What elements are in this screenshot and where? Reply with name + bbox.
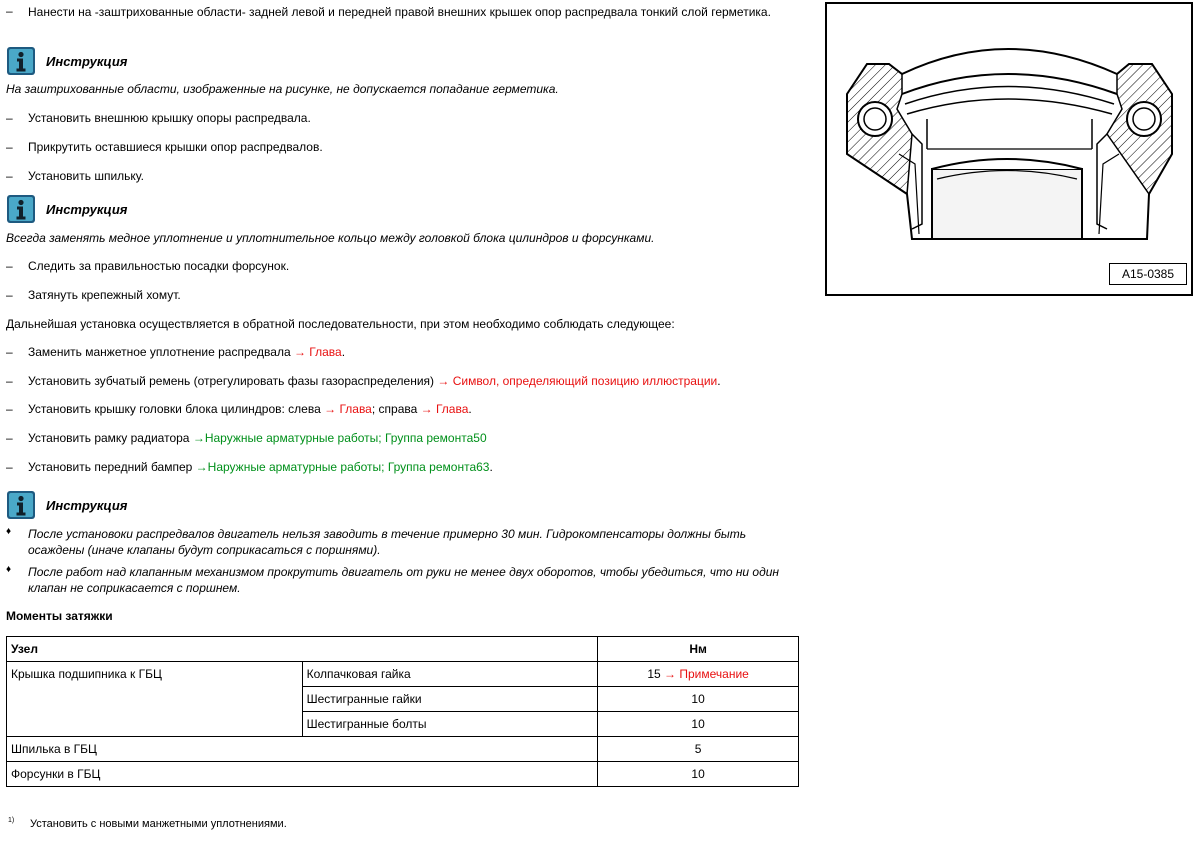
table-header-row [7,637,799,662]
bullet-text: После установоки распредвалов двигатель нельзя заводить в течение примерно 30 мин. Гидрокомпенсаторы должны быть осаждены (иначе клапаны будут соприкасаться с поршнями). [28,527,747,557]
dash: – [6,431,13,445]
step-text: Затянуть крепежный хомут. [28,288,181,302]
symbol-link[interactable]: → Символ, определяющий позицию иллюстрации [437,374,718,388]
step-text-main: Установить крышку головки блока цилиндров: слева [28,402,325,416]
dash: – [6,288,13,302]
step-tail: . [489,460,493,474]
dash: – [6,140,13,154]
torque-table [6,636,799,787]
step-text: Установить шпильку. [28,169,144,183]
bullet-icon: ♦ [6,564,12,575]
nm-cell: 10 [598,687,799,712]
dash: – [6,345,13,359]
dash: – [6,111,13,125]
chapter-link[interactable]: → Глава [293,345,342,359]
figure-label: A15-0385 [1109,263,1187,285]
step-text [28,402,472,416]
node-cell: Крышка подшипника к ГБЦ [7,662,303,737]
step-text [28,345,345,359]
note-link[interactable]: → Примечание [664,667,749,681]
note-title: Инструкция [46,54,128,69]
step-text: Следить за правильностью посадки форсунок. [28,259,290,273]
intro-text: Дальнейшая установка осуществляется в обратной последовательности, при этом необходимо соблюдать следующее: [6,317,675,331]
footnote-mark: 1) [8,817,15,824]
part-cell: Шестигранные гайки [302,687,598,712]
note-title: Инструкция [46,202,128,217]
col-node-header: Узел [7,637,598,662]
node-cell: Форсунки в ГБЦ [7,762,598,787]
dash: – [6,374,13,388]
bearing-cover-drawing [827,4,1191,254]
nm-cell: 10 [598,712,799,737]
chapter-link-right[interactable]: → Глава [420,402,469,416]
step-tail: . [341,345,346,359]
bullet-icon: ♦ [6,526,12,537]
table-row [7,762,799,787]
step-text-main: Заменить манжетное уплотнение распредвала [28,345,294,359]
dash: – [6,402,13,416]
nm-value: 15 [647,667,661,681]
part-cell: Колпачковая гайка [302,662,598,687]
part-cell: Шестигранные болты [302,712,598,737]
step-text [28,374,721,388]
step-text-main: Установить зубчатый ремень (отрегулировать фазы газораспределения) [28,374,438,388]
note-title: Инструкция [46,498,128,513]
torque-heading: Моменты затяжки [6,609,113,623]
col-nm-header: Нм [598,637,799,662]
dash: – [6,259,13,273]
table-row [7,662,799,687]
step-text: Прикрутить оставшиеся крышки опор распредвалов. [28,140,323,154]
nm-cell: 10 [598,762,799,787]
repair-group-link[interactable]: →Наружные арматурные работы; Группа ремонта50 [192,431,487,445]
chapter-link-left[interactable]: → Глава [324,402,372,416]
bullet-text: После работ над клапанным механизмом прокрутить двигатель от руки не менее двух оборотов, чтобы убедиться, что ни один клапан не соприкасается с поршнем. [28,565,780,595]
node-cell: Шпилька в ГБЦ [7,737,598,762]
step-mid: ; справа [371,402,421,416]
step-text [28,431,487,445]
step-text-main: Установить передний бампер [28,460,196,474]
dash: – [6,460,13,474]
nm-cell [598,662,799,687]
step-text-main: Установить рамку радиатора [28,431,193,445]
info-icon [6,46,36,76]
nm-cell: 5 [598,737,799,762]
dash: – [6,169,13,183]
step-text: Установить внешнюю крышку опоры распредвала. [28,111,311,125]
repair-group-link[interactable]: →Наружные арматурные работы; Группа ремонта63 [195,460,490,474]
info-icon [6,194,36,224]
step-tail: . [468,402,472,416]
info-icon [6,490,36,520]
step-text [28,460,493,474]
step-tail: . [717,374,721,388]
footnote-text: Установить с новыми манжетными уплотнениями. [30,818,287,830]
bearing-cover-figure [825,2,1193,296]
note-text: На заштрихованные области, изображенные на рисунке, не допускается попадание герметика. [6,82,559,96]
dash: – [6,4,13,18]
note-text: Всегда заменять медное уплотнение и уплотнительное кольцо между головкой блока цилиндров и форсунками. [6,231,655,245]
step-text: Нанести на -заштрихованные области- задней левой и передней правой внешних крышек опор распредвала тонкий слой герметика. [28,5,771,19]
table-row [7,737,799,762]
